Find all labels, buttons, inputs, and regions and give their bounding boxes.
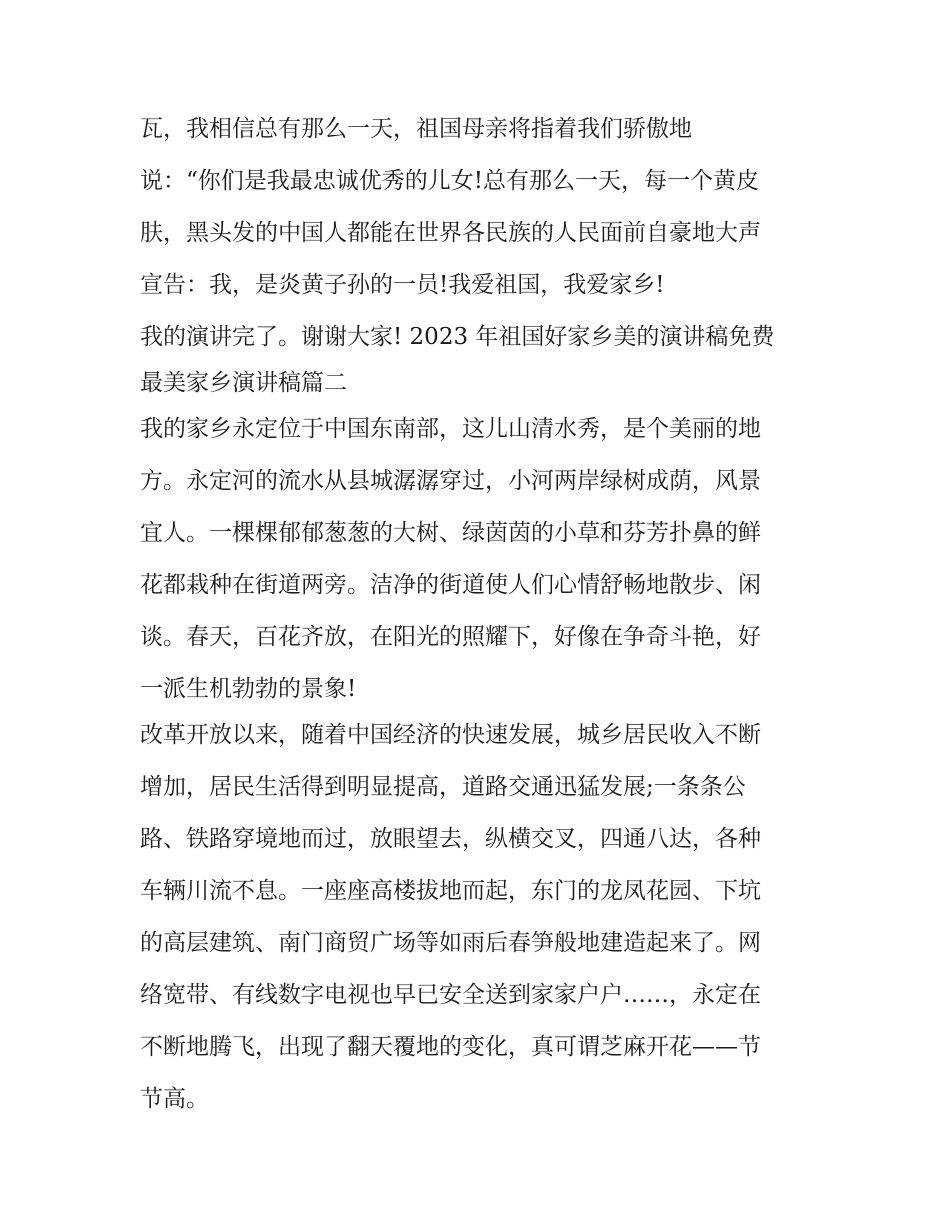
text-line-10: 花都栽种在街道两旁。洁净的街道使人们心情舒畅地散步、闲: [140, 572, 761, 598]
text-line-3: 肤，黑头发的中国人都能在世界各民族的人民面前自豪地大声: [140, 220, 761, 246]
text-line-14: 增加，居民生活得到明显提高，道路交通迅猛发展;一条条公: [140, 774, 746, 800]
text-line-5: 我的演讲完了。谢谢大家! 2023 年祖国好家乡美的演讲稿免费: [140, 324, 775, 350]
text-line-17: 的高层建筑、南门商贸广场等如雨后春笋般地建造起来了。网: [140, 930, 761, 956]
text-line-9: 宜人。一棵棵郁郁葱葱的大树、绿茵茵的小草和芬芳扑鼻的鲜: [140, 520, 761, 546]
text-line-19: 不断地腾飞，出现了翻天覆地的变化，真可谓芝麻开花——节: [140, 1034, 761, 1060]
text-line-7: 我的家乡永定位于中国东南部，这儿山清水秀，是个美丽的地: [140, 416, 761, 442]
text-line-8: 方。永定河的流水从县城潺潺穿过，小河两岸绿树成荫，风景: [140, 468, 761, 494]
text-line-13: 改革开放以来，随着中国经济的快速发展，城乡居民收入不断: [140, 722, 761, 748]
text-line-15: 路、铁路穿境地而过，放眼望去，纵横交叉，四通八达，各种: [140, 826, 761, 852]
text-line-11: 谈。春天，百花齐放，在阳光的照耀下，好像在争奇斗艳，好: [140, 624, 761, 650]
text-line-4: 宣告：我，是炎黄子孙的一员!我爱祖国，我爱家乡!: [140, 272, 665, 298]
text-line-1: 瓦，我相信总有那么一天，祖国母亲将指着我们骄傲地: [140, 116, 692, 142]
document-body: [140, 107, 820, 1113]
text-line-12: 一派生机勃勃的景象!: [140, 676, 357, 702]
section-heading: 最美家乡演讲稿篇二: [140, 370, 347, 396]
text-line-20: 节高。: [140, 1086, 209, 1112]
text-line-2: 说：“你们是我最忠诚优秀的儿女!总有那么一天，每一个黄皮: [140, 168, 760, 194]
text-line-18: 络宽带、有线数字电视也早已安全送到家家户户……，永定在: [140, 982, 761, 1008]
text-line-16: 车辆川流不息。一座座高楼拔地而起，东门的龙凤花园、下坑: [140, 878, 761, 904]
